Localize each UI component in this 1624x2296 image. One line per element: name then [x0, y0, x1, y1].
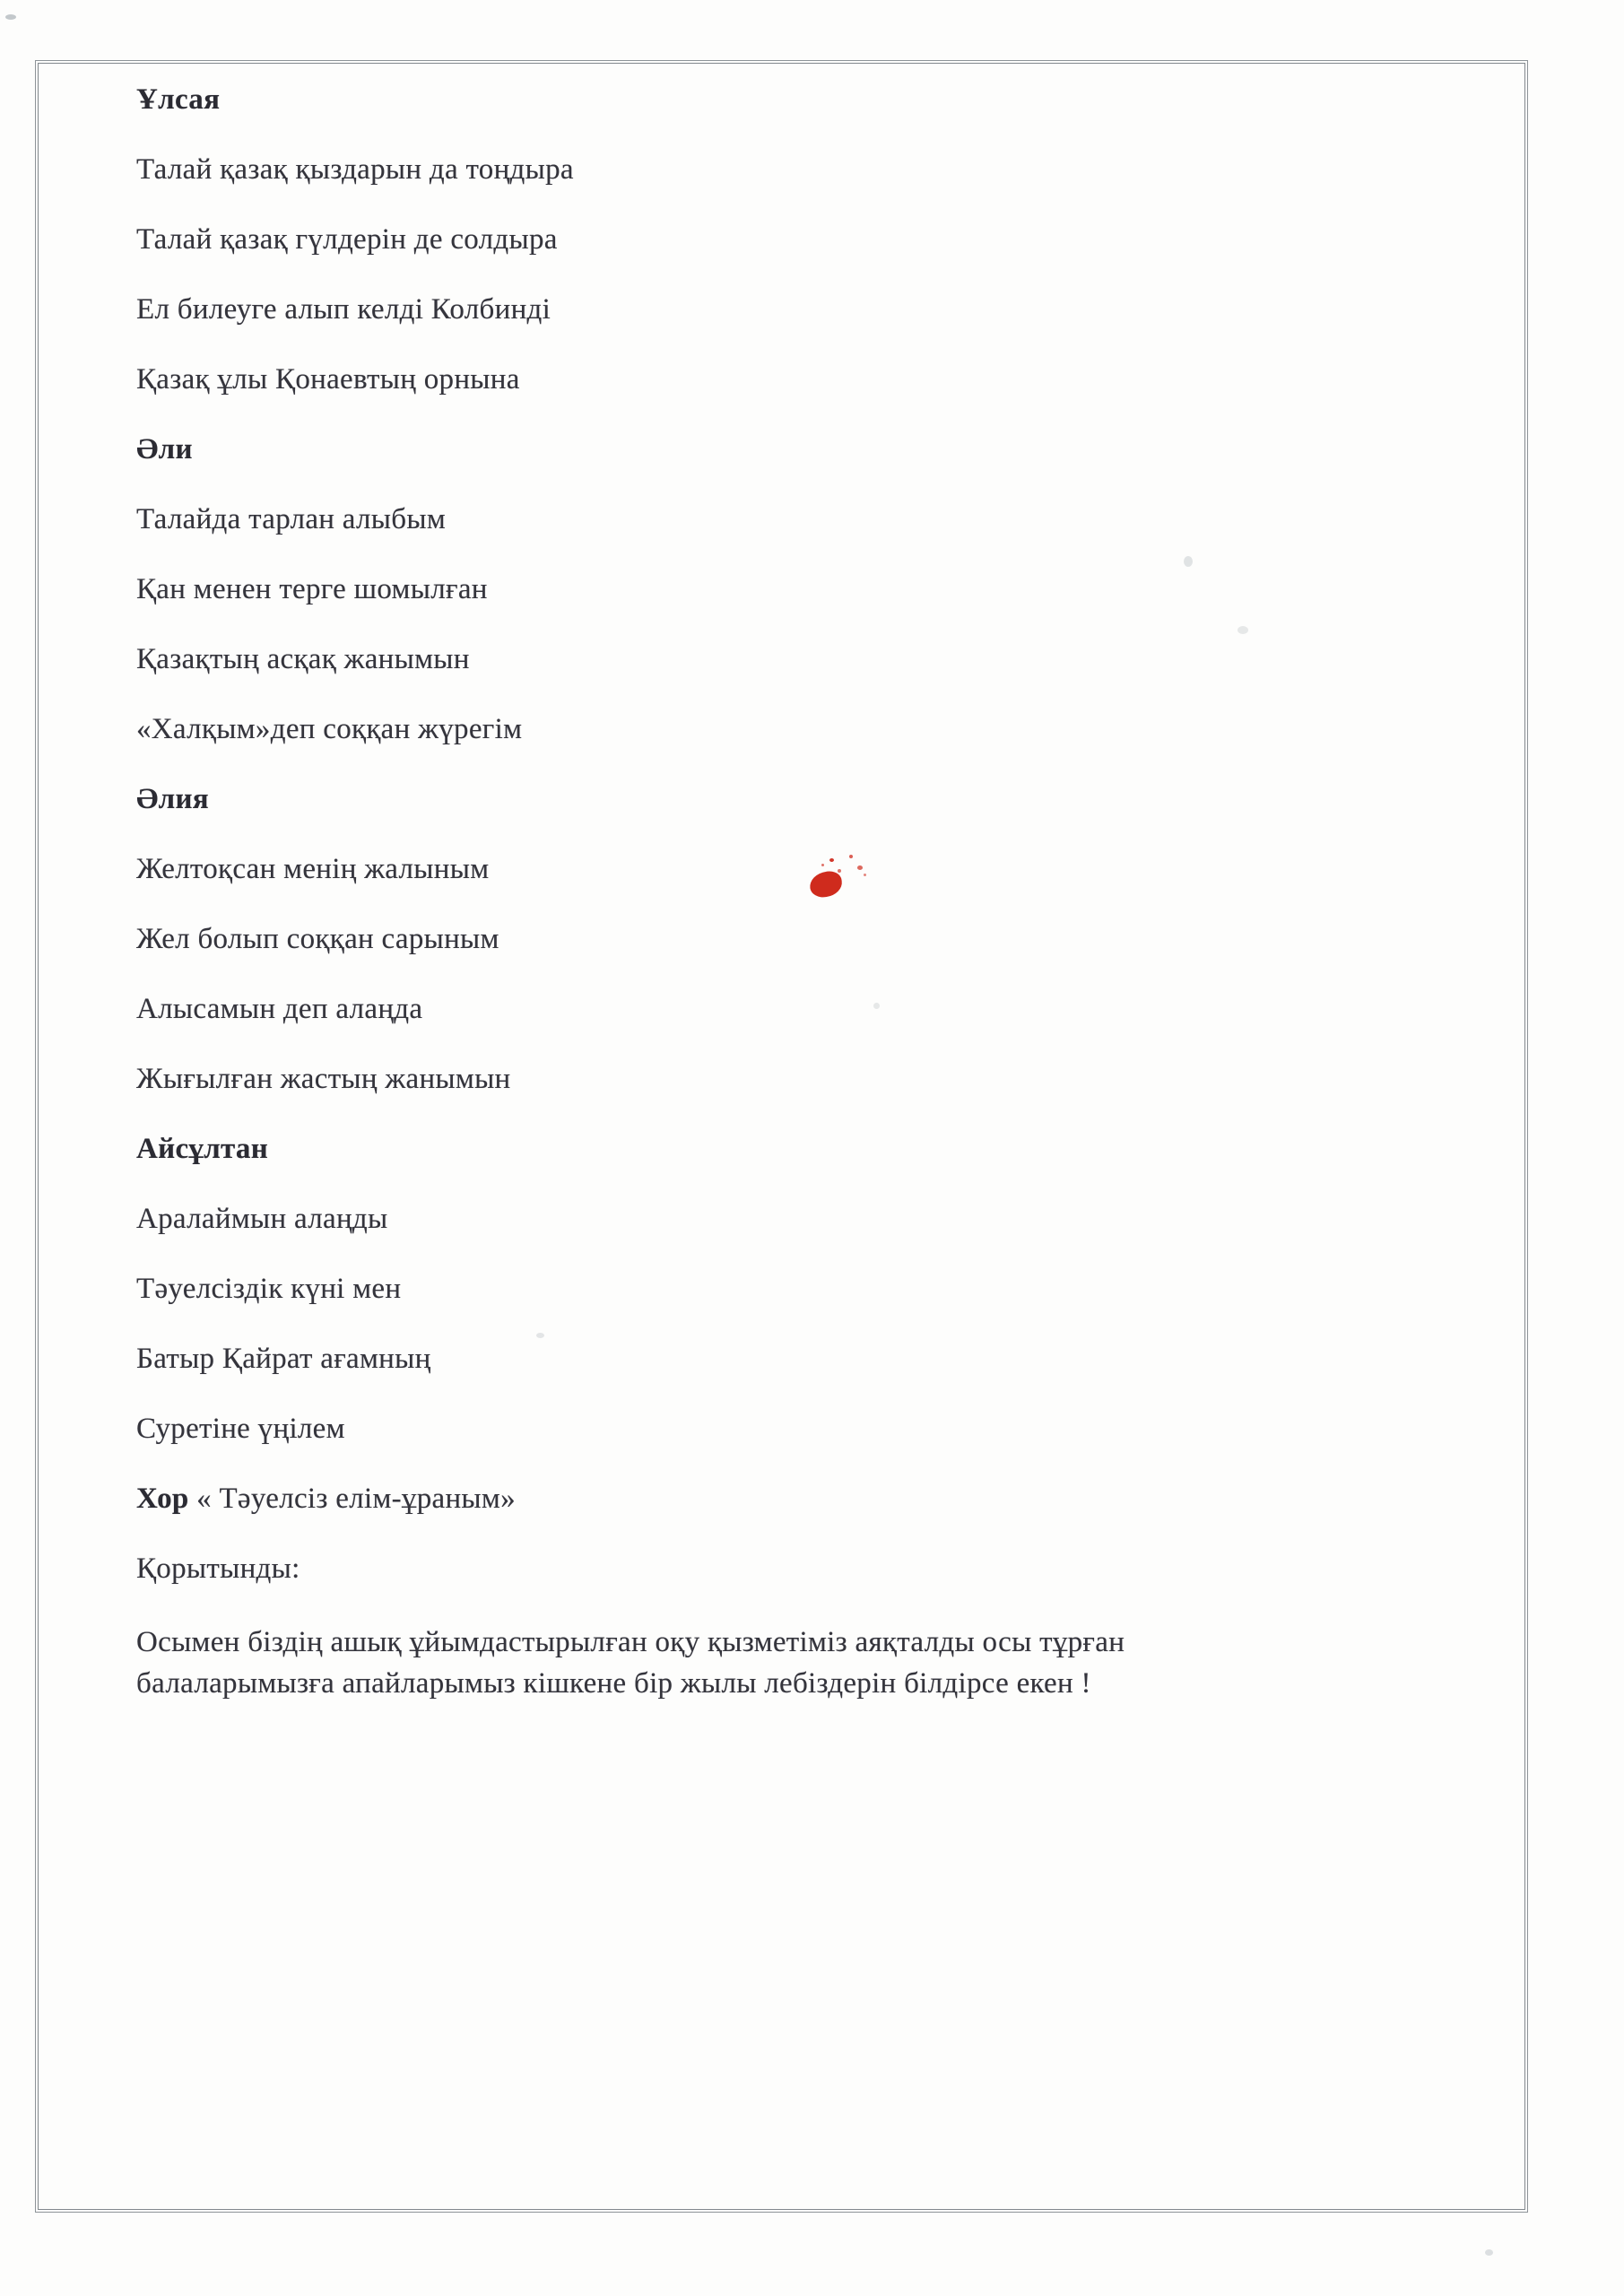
poem-line: Желтоқсан менің жалыным: [136, 853, 490, 885]
red-ink-speck: [821, 864, 824, 866]
scan-speckle: [1184, 556, 1193, 567]
speaker-heading-ali: Әли: [136, 433, 193, 465]
red-ink-speck: [864, 874, 866, 876]
red-ink-speck: [857, 865, 863, 870]
scan-speckle: [1485, 2249, 1493, 2256]
conclusion-label: Қорытынды:: [136, 1552, 300, 1585]
poem-line: Қан менен терге шомылған: [136, 573, 488, 605]
chorus-label: Хор: [136, 1483, 189, 1515]
scan-speckle: [1238, 626, 1248, 634]
poem-line: Қазақ ұлы Қонаевтың орнына: [136, 363, 520, 396]
speaker-heading-aliya: Әлия: [136, 783, 209, 815]
poem-line: Аралаймын алаңды: [136, 1203, 388, 1235]
poem-line: Қазақтың асқақ жанымын: [136, 643, 470, 675]
red-ink-speck: [838, 869, 841, 873]
speaker-heading-aisultan: Айсұлтан: [136, 1133, 269, 1165]
poem-line: Суретіне үңілем: [136, 1413, 345, 1445]
poem-line: Талайда тарлан алыбым: [136, 503, 447, 535]
red-ink-speck: [829, 858, 834, 862]
chorus-quote: « Тәуелсіз елім-ұраным»: [188, 1483, 516, 1515]
speaker-heading-ulsaya: Ұлсая: [136, 83, 221, 116]
poem-line: Алысамын деп алаңда: [136, 993, 423, 1025]
poem-line: «Халқым»деп соққан жүрегім: [136, 713, 523, 745]
scan-speckle: [873, 1003, 880, 1009]
red-ink-speck: [849, 855, 853, 858]
poem-line: Батыр Қайрат ағамның: [136, 1343, 431, 1375]
poem-line: Талай қазақ қыздарын да тоңдыра: [136, 153, 574, 186]
document-content: [136, 83, 1302, 1704]
scan-speckle: [536, 1333, 544, 1338]
poem-line: Талай қазақ гүлдерін де солдыра: [136, 223, 558, 256]
closing-paragraph: Осымен біздің ашық ұйымдастырылған оқу қызметіміз аяқталды осы тұрған балаларымызға апайларымыз кішкене бір жылы лебіздерін білдірсе екен !: [136, 1626, 1125, 1700]
scan-speckle: [5, 14, 16, 20]
poem-line: Тәуелсіздік күні мен: [136, 1273, 402, 1305]
poem-line: Жығылған жастың жанымын: [136, 1063, 511, 1095]
chorus-line: [136, 1482, 1302, 1516]
poem-line: Ел билеуге алып келді Колбинді: [136, 293, 551, 326]
poem-line: Жел болып соққан сарыным: [136, 923, 499, 955]
